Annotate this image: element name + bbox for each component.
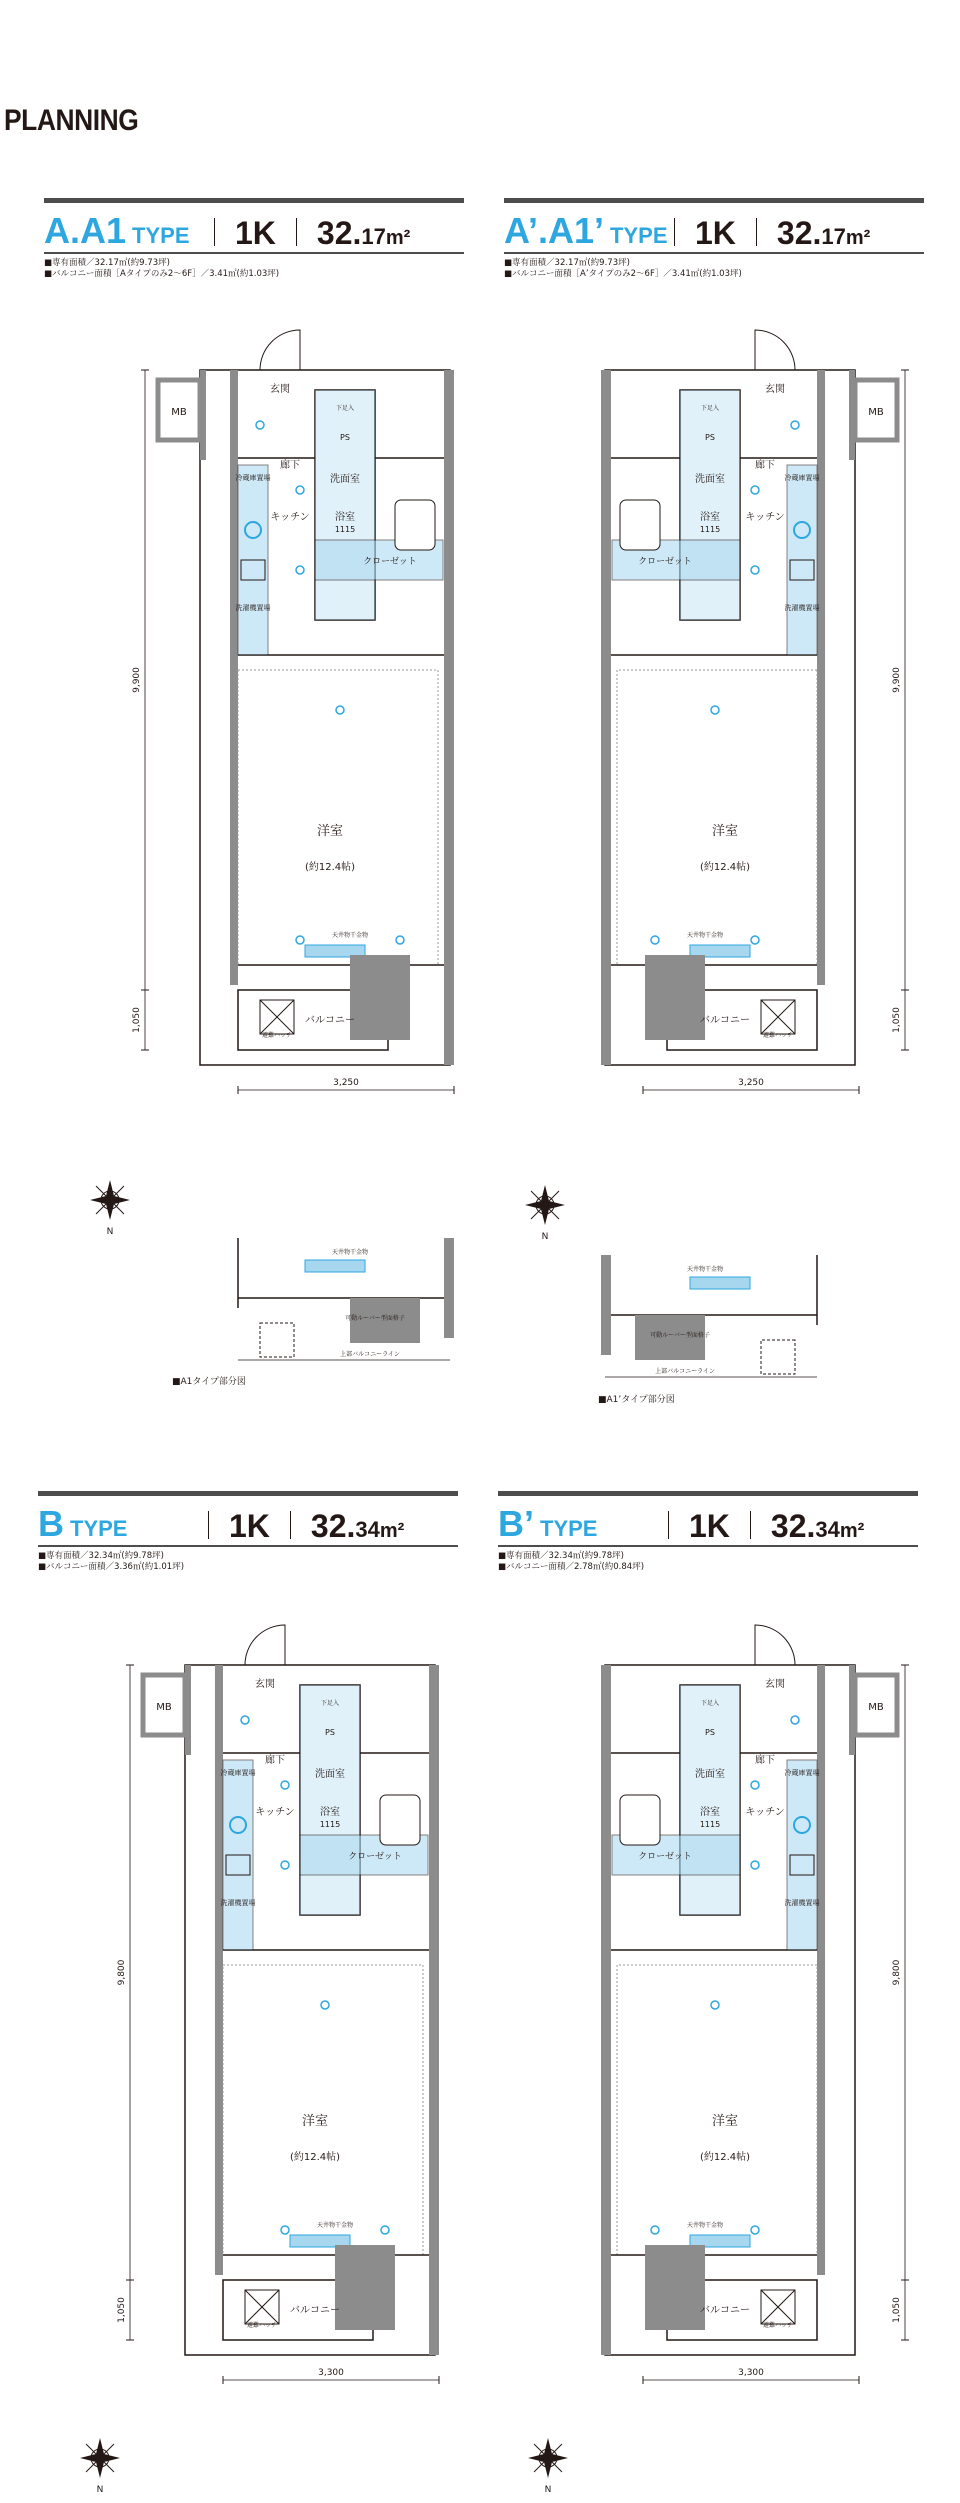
detail-plan (601, 1255, 817, 1377)
outlet-icon (281, 1861, 289, 1869)
floor-plan (601, 330, 897, 1065)
bath-tint (680, 390, 740, 620)
dimension-balcony: 1,050 (892, 2297, 902, 2323)
type-name-text: B’ (498, 1503, 534, 1544)
label-mb: MB (868, 1702, 884, 1713)
label-western-room: 洋室 (316, 824, 344, 839)
label-hatch: 避難ハッチ (261, 1032, 293, 1039)
label-mb: MB (171, 407, 187, 418)
entrance-door-icon (755, 1625, 795, 1665)
wall (817, 370, 825, 985)
room-count: 1K (235, 215, 276, 251)
north-compass-icon (80, 2438, 120, 2495)
label-western-size: (約12.4帖) (699, 862, 751, 873)
area-int: 32. (776, 215, 822, 251)
label-entrance: 玄関 (270, 384, 290, 395)
detail-ext-wall (444, 1238, 454, 1338)
label-balcony: バルコニー (290, 2305, 340, 2316)
detail-hatch (260, 1323, 294, 1357)
label-ps: PS (705, 1728, 715, 1737)
entrance-door-icon (260, 330, 300, 370)
label-entrance: 玄関 (255, 1679, 275, 1690)
outlet-icon (791, 421, 799, 429)
north-compass-icon (528, 2438, 568, 2495)
area-int: 32. (770, 1508, 816, 1544)
balcony-wall (350, 955, 410, 1040)
outlet-icon (256, 421, 264, 429)
area-dec: 34 (355, 1517, 380, 1542)
label-shoe: 下足入 (700, 405, 720, 412)
room-count: 1K (229, 1508, 270, 1544)
dimension-depth: 9,800 (892, 1959, 902, 1986)
info-line-2: ■バルコニー面積［Aタイプのみ2〜6F］／3.41㎡(約1.03坪) (44, 269, 280, 279)
label-bath: 浴室 (700, 1807, 720, 1818)
north-compass-icon (525, 1185, 565, 1242)
outlet-icon (281, 1781, 289, 1789)
balcony-wall (335, 2245, 395, 2330)
dimension-balcony: 1,050 (132, 1007, 142, 1033)
info-line-2: ■バルコニー面積［A’タイプのみ2〜6F］／3.41㎡(約1.03坪) (504, 269, 742, 279)
wall (215, 1665, 223, 2275)
detail-hatch (761, 1340, 795, 1374)
label-shoe: 下足入 (700, 1700, 720, 1707)
label-hanger: 天井物干金物 (316, 2222, 354, 2229)
label-washer: 洗濯機置場 (784, 1899, 820, 1907)
north-compass-icon (90, 1180, 130, 1237)
type-name-text: A.A1 (44, 210, 127, 251)
outlet-icon (751, 486, 759, 494)
dimension-width: 3,300 (318, 2368, 344, 2378)
type-suffix: TYPE (132, 223, 190, 248)
label-western-room: 洋室 (711, 2114, 739, 2129)
floor-plan (158, 330, 454, 1065)
detail-note-hanger: 天井物干金物 (686, 1266, 724, 1273)
bathtub-icon (620, 500, 660, 550)
north-label: N (541, 1232, 549, 1242)
outlet-icon (281, 2226, 289, 2234)
label-ps: PS (325, 1728, 335, 1737)
label-corridor: 廊下 (265, 1755, 285, 1766)
area-unit: m² (845, 227, 871, 249)
detail-note-balcony-line: 上部バルコニーライン (655, 1368, 715, 1375)
dimension-depth: 9,900 (132, 667, 142, 693)
outlet-icon (241, 1716, 249, 1724)
detail-note-balcony-line: 上部バルコニーライン (340, 1351, 400, 1358)
balcony-wall (645, 2245, 705, 2330)
detail-note-louver: 可動ルーバー型面格子 (650, 1332, 710, 1339)
label-fridge: 冷蔵庫置場 (784, 474, 820, 482)
bath-tint (315, 390, 375, 620)
outlet-icon (296, 486, 304, 494)
dimension-width: 3,300 (738, 2368, 764, 2378)
label-hatch: 避難ハッチ (762, 1032, 794, 1039)
north-label: N (106, 1227, 114, 1237)
exterior-wall (444, 370, 454, 1065)
area-int: 32. (310, 1508, 356, 1544)
north-label: N (544, 2485, 552, 2495)
label-washroom: 洗面室 (695, 1769, 725, 1780)
info-line-1: ■専有面積／32.34㎡(約9.78坪) (498, 1551, 624, 1561)
label-washroom: 洗面室 (315, 1769, 345, 1780)
label-washer: 洗濯機置場 (220, 1899, 256, 1907)
label-kitchen: キッチン (745, 512, 785, 523)
label-shoe: 下足入 (320, 1700, 340, 1707)
dimension-depth: 9,800 (117, 1959, 127, 1986)
outlet-icon (751, 1781, 759, 1789)
type-suffix: TYPE (540, 1516, 598, 1541)
dimension-balcony: 1,050 (117, 2297, 127, 2323)
label-mb: MB (868, 407, 884, 418)
label-fridge: 冷蔵庫置場 (220, 1769, 256, 1777)
hanger-icon (690, 1277, 750, 1289)
label-bath-size: 1115 (334, 525, 356, 534)
dimension-balcony: 1,050 (892, 1007, 902, 1033)
north-label: N (96, 2485, 104, 2495)
exterior-wall (601, 370, 611, 1065)
outlet-icon (651, 2226, 659, 2234)
exterior-wall (601, 1665, 611, 2355)
label-washer: 洗濯機置場 (235, 604, 271, 612)
area-unit: m² (385, 227, 411, 249)
outlet-icon (791, 1716, 799, 1724)
label-closet: クローゼット (638, 1852, 692, 1862)
type-name-text: B (38, 1503, 64, 1544)
label-fridge: 冷蔵庫置場 (235, 474, 271, 482)
outlet-icon (336, 706, 344, 714)
outlet-icon (296, 566, 304, 574)
outlet-icon (711, 706, 719, 714)
outlet-icon (381, 2226, 389, 2234)
label-closet: クローゼット (348, 1852, 402, 1862)
outlet-icon (751, 566, 759, 574)
outlet-icon (751, 1861, 759, 1869)
info-line-2: ■バルコニー面積／3.36㎡(約1.01坪) (38, 1562, 185, 1572)
info-line-2: ■バルコニー面積／2.78㎡(約0.84坪) (498, 1562, 645, 1572)
label-bath: 浴室 (320, 1807, 340, 1818)
label-bath-size: 1115 (699, 1820, 721, 1829)
outlet-icon (711, 2001, 719, 2009)
outlet-icon (296, 936, 304, 944)
hanger-icon (305, 1260, 365, 1272)
label-western-room: 洋室 (301, 2114, 329, 2129)
exterior-wall (429, 1665, 439, 2355)
label-bath: 浴室 (335, 512, 355, 523)
label-washroom: 洗面室 (330, 474, 360, 485)
wall (817, 1665, 825, 2275)
info-line-1: ■専有面積／32.17㎡(約9.73坪) (44, 258, 170, 268)
outlet-icon (751, 2226, 759, 2234)
detail-note-hanger: 天井物干金物 (331, 1249, 369, 1256)
label-hatch: 避難ハッチ (246, 2322, 278, 2329)
label-bath: 浴室 (700, 512, 720, 523)
label-western-size: (約12.4帖) (304, 862, 356, 873)
label-closet: クローゼット (363, 557, 417, 567)
label-western-size: (約12.4帖) (699, 2152, 751, 2163)
label-shoe: 下足入 (335, 405, 355, 412)
label-corridor: 廊下 (755, 1755, 775, 1766)
area-unit: m² (839, 1520, 865, 1542)
label-mb: MB (156, 1702, 172, 1713)
type-name-text: A’.A1’ (504, 210, 605, 251)
label-hanger: 天井物干金物 (686, 932, 724, 939)
bath-tint (300, 1685, 360, 1915)
label-western-room: 洋室 (711, 824, 739, 839)
detail-caption: ■A1タイプ部分図 (172, 1377, 246, 1387)
dimension-width: 3,250 (738, 1078, 764, 1088)
label-kitchen: キッチン (745, 1807, 785, 1818)
label-fridge: 冷蔵庫置場 (784, 1769, 820, 1777)
label-washroom: 洗面室 (695, 474, 725, 485)
dimension-width: 3,250 (333, 1078, 359, 1088)
dimension-depth: 9,900 (892, 667, 902, 693)
bath-tint (680, 1685, 740, 1915)
label-bath-size: 1115 (319, 1820, 341, 1829)
label-hatch: 避難ハッチ (762, 2322, 794, 2329)
label-washer: 洗濯機置場 (784, 604, 820, 612)
floor-plan (601, 1625, 897, 2355)
room-count: 1K (695, 215, 736, 251)
room-count: 1K (689, 1508, 730, 1544)
detail-caption: ■A1’タイプ部分図 (598, 1395, 675, 1405)
area-unit: m² (379, 1520, 405, 1542)
label-ps: PS (340, 433, 350, 442)
type-suffix: TYPE (70, 1516, 128, 1541)
outlet-icon (396, 936, 404, 944)
detail-note-louver: 可動ルーバー型面格子 (345, 1315, 405, 1322)
entrance-door-icon (755, 330, 795, 370)
info-line-1: ■専有面積／32.17㎡(約9.73坪) (504, 258, 630, 268)
area-dec: 17 (361, 224, 386, 249)
bathtub-icon (620, 1795, 660, 1845)
label-ps: PS (705, 433, 715, 442)
label-corridor: 廊下 (755, 460, 775, 471)
label-balcony: バルコニー (700, 1015, 750, 1026)
detail-plan (238, 1238, 454, 1360)
outlet-icon (651, 936, 659, 944)
detail-ext-wall (601, 1255, 611, 1355)
page-title: PLANNING (4, 104, 139, 137)
info-line-1: ■専有面積／32.34㎡(約9.78坪) (38, 1551, 164, 1561)
label-corridor: 廊下 (280, 460, 300, 471)
label-kitchen: キッチン (255, 1807, 295, 1818)
wall (230, 370, 238, 985)
outlet-icon (321, 2001, 329, 2009)
outlet-icon (751, 936, 759, 944)
label-balcony: バルコニー (305, 1015, 355, 1026)
balcony-wall (645, 955, 705, 1040)
bathtub-icon (395, 500, 435, 550)
label-balcony: バルコニー (700, 2305, 750, 2316)
label-western-size: (約12.4帖) (289, 2152, 341, 2163)
area-int: 32. (316, 215, 362, 251)
floor-plan (143, 1625, 439, 2355)
label-kitchen: キッチン (270, 512, 310, 523)
type-suffix: TYPE (610, 223, 668, 248)
entrance-door-icon (245, 1625, 285, 1665)
label-hanger: 天井物干金物 (331, 932, 369, 939)
area-dec: 17 (821, 224, 846, 249)
area-dec: 34 (815, 1517, 840, 1542)
label-hanger: 天井物干金物 (686, 2222, 724, 2229)
label-closet: クローゼット (638, 557, 692, 567)
bathtub-icon (380, 1795, 420, 1845)
label-bath-size: 1115 (699, 525, 721, 534)
label-entrance: 玄関 (765, 1679, 785, 1690)
label-entrance: 玄関 (765, 384, 785, 395)
